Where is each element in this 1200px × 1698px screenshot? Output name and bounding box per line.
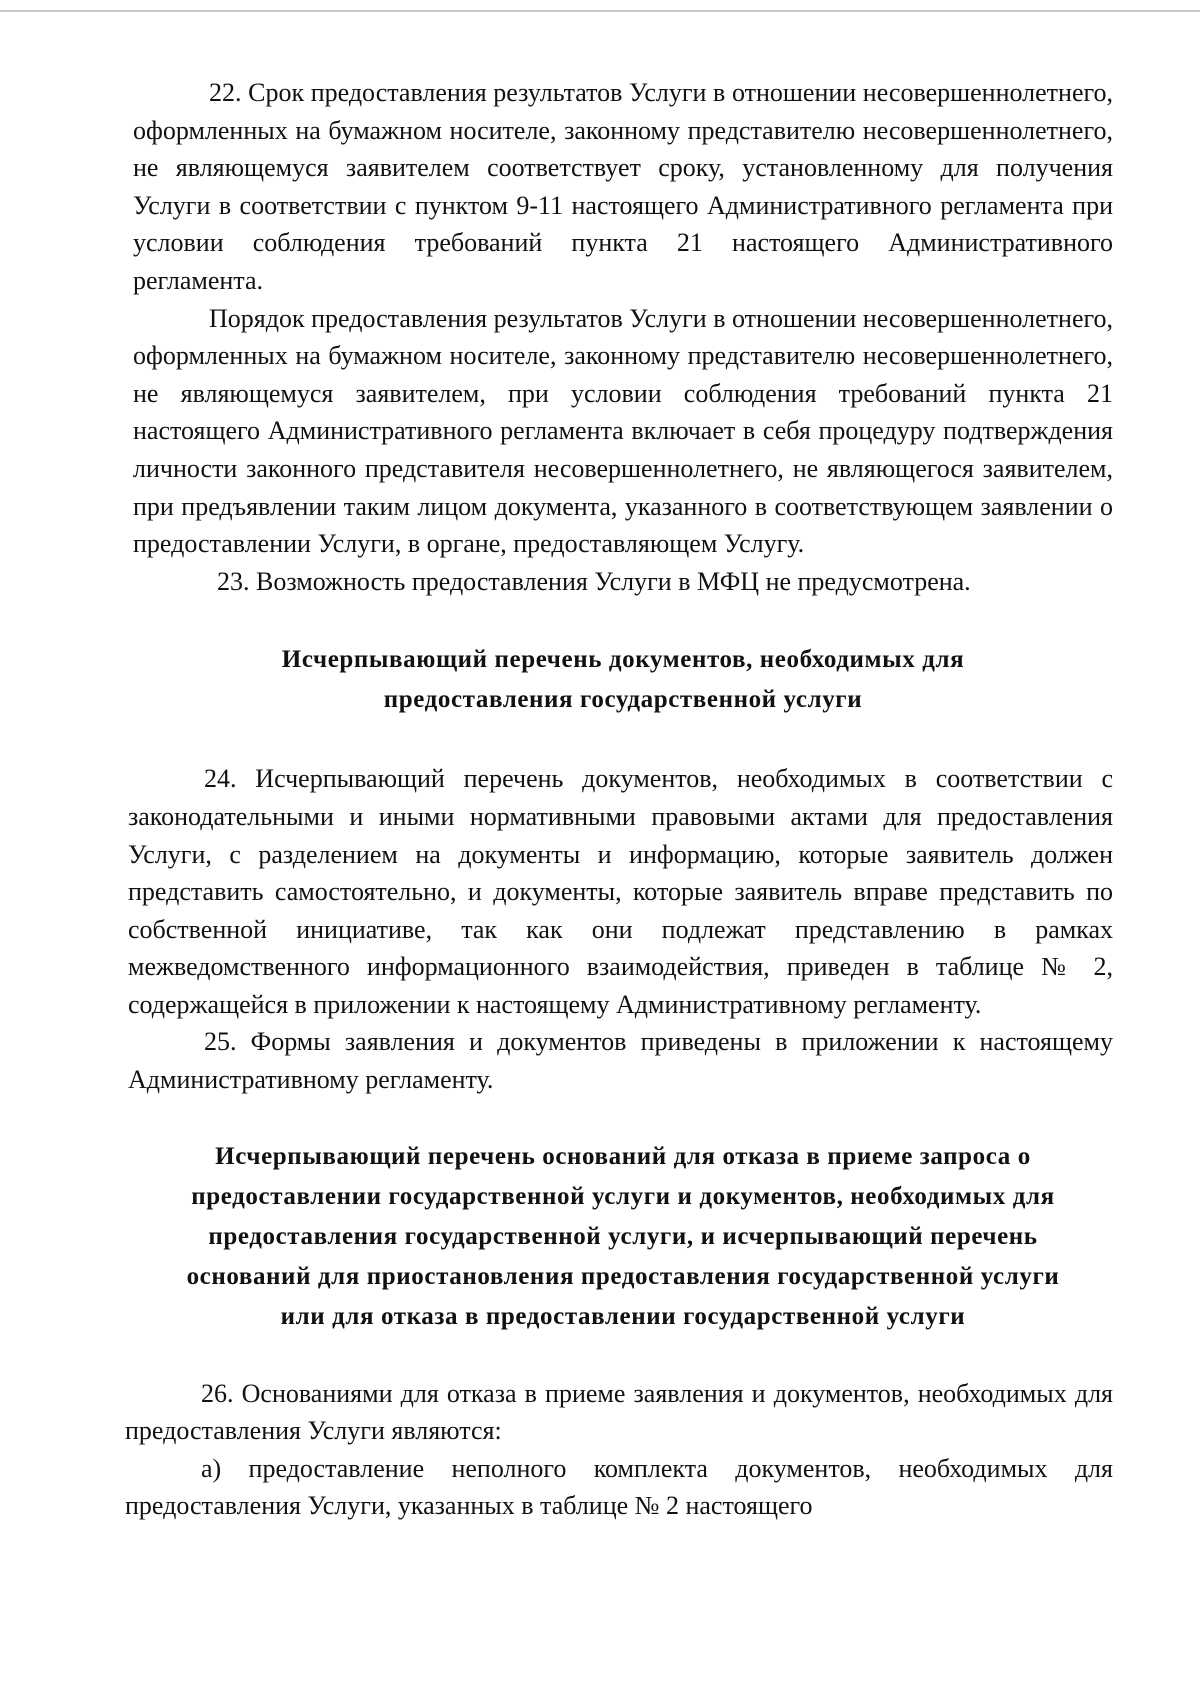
heading-refusal-line-1: Исчерпывающий перечень оснований для отказа в приеме запроса о (215, 1142, 1031, 1170)
heading-refusal-grounds (133, 1137, 1113, 1337)
section-results-delivery (133, 74, 1113, 600)
paragraph-26-a: а) предоставление неполного комплекта документов, необходимых для предоставления Услуги, указанных в таблице № 2 настоящего (125, 1453, 1113, 1521)
paragraph-26: 26. Основаниями для отказа в приеме заявления и документов, необходимых для предоставления Услуги являются: (125, 1378, 1113, 1446)
heading-refusal-line-5: или для отказа в предоставлении государственной услуги (280, 1302, 966, 1330)
heading-documents-line-1: Исчерпывающий перечень документов, необходимых для (281, 646, 965, 674)
heading-refusal-line-3: предоставления государственной услуги, и исчерпывающий перечень (208, 1222, 1038, 1250)
heading-documents-line-2: предоставления государственной услуги (383, 686, 863, 714)
paragraph-22: 22. Срок предоставления результатов Услуги в отношении несовершеннолетнего, оформленных на бумажном носителе, законному представителю несовершеннолетнего, не являющемуся заявителем соответствует сроку, установленному для получения Услуги в соответствии с пунктом 9-11 настоящего Административного регламента при условии соблюдения требований пункта 21 настоящего Административного регламента. (133, 78, 1113, 295)
paragraph-procedure: Порядок предоставления результатов Услуги в отношении несовершеннолетнего, оформленных на бумажном носителе, законному представителю несовершеннолетнего, не являющемуся заявителем, при условии соблюдения требований пункта 21 настоящего Административного регламента включает в себя процедуру подтверждения личности законного представителя несовершеннолетнего, не являющегося заявителем, при предъявлении таким лицом документа, указанного в соответствующем заявлении о предоставлении Услуги, в органе, предоставляющем Услугу. (133, 303, 1113, 559)
document-page (125, 74, 1113, 1525)
heading-refusal-line-2: предоставлении государственной услуги и документов, необходимых для (191, 1182, 1055, 1210)
heading-refusal-line-4: оснований для приостановления предоставления государственной услуги (186, 1262, 1060, 1290)
heading-documents-list (133, 640, 1113, 720)
paragraph-24: 24. Исчерпывающий перечень документов, необходимых в соответствии с законодательными и иными нормативными правовыми актами для предоставления Услуги, с разделением на документы и информацию, которые заявитель должен представить самостоятельно, и документы, которые заявитель вправе представить по собственной инициативе, так как они подлежат представлению в рамках межведомственного информационного взаимодействия, приведен в таблице № 2, содержащейся в приложении к настоящему Административному регламенту. (128, 764, 1113, 1019)
paragraph-23: 23. Возможность предоставления Услуги в МФЦ не предусмотрена. (217, 566, 971, 596)
section-refusal (125, 1375, 1113, 1525)
paragraph-25: 25. Формы заявления и документов приведены в приложении к настоящему Административному регламенту. (128, 1027, 1113, 1095)
section-documents (128, 760, 1113, 1098)
scan-edge-line (0, 10, 1200, 12)
